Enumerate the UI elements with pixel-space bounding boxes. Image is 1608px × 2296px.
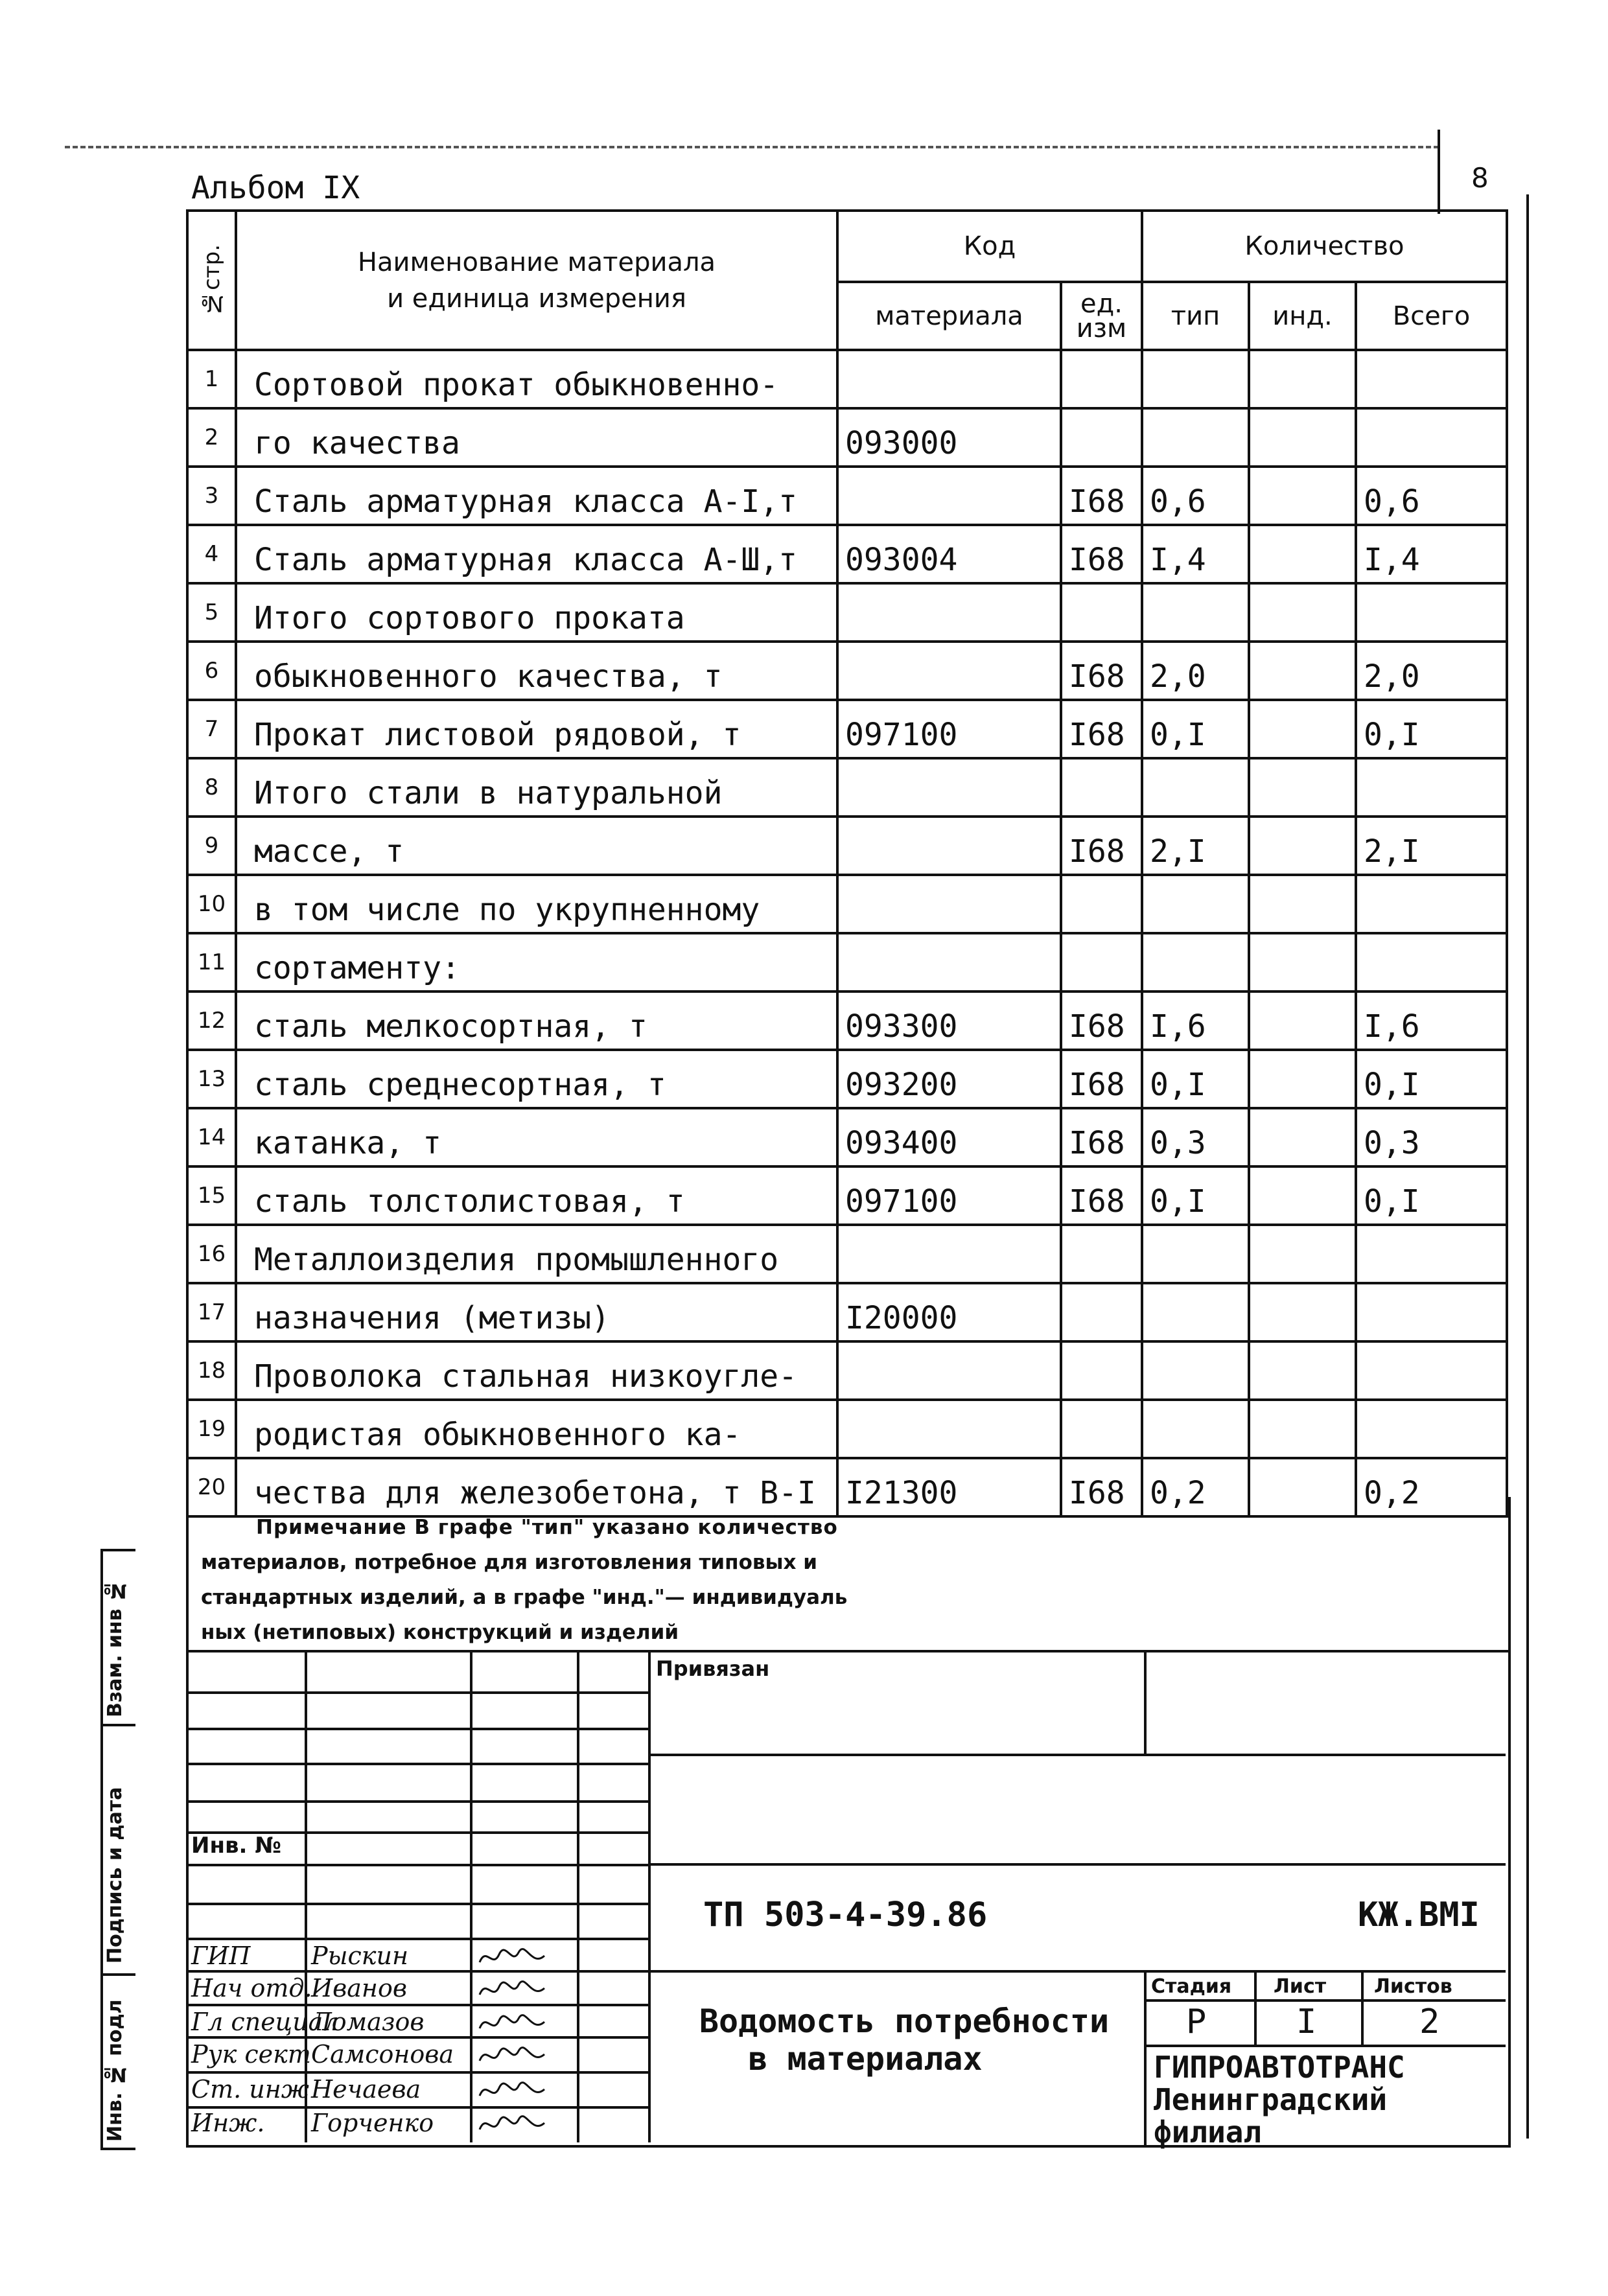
signature-name: Нечаева <box>311 2075 421 2104</box>
unit-code: I68 <box>1061 467 1142 525</box>
material-name: сталь среднесортная, т <box>236 1050 837 1108</box>
sheet-value: I <box>1296 2002 1317 2041</box>
row-number: 5 <box>187 583 236 642</box>
qty-total: 0,I <box>1356 1166 1507 1225</box>
material-name: в том числе по укрупненному <box>236 875 837 933</box>
material-name: Сталь арматурная класса А-I,т <box>236 467 837 525</box>
table-row <box>187 875 1507 933</box>
qty-type <box>1142 408 1249 467</box>
material-code <box>837 1225 1061 1283</box>
signature-role: Ст. инж <box>191 2075 309 2104</box>
quantity-header: Количество <box>1142 211 1507 282</box>
material-code <box>837 933 1061 991</box>
row-number: 11 <box>187 933 236 991</box>
table-row <box>187 467 1507 525</box>
qty-ind <box>1249 1341 1356 1400</box>
org-line-3: филиал <box>1154 2115 1262 2150</box>
table-row <box>187 642 1507 700</box>
qty-total <box>1356 1225 1507 1283</box>
qty-type <box>1142 875 1249 933</box>
qty-total: 2,0 <box>1356 642 1507 700</box>
qty-type <box>1142 1283 1249 1341</box>
material-name: обыкновенного качества, т <box>236 642 837 700</box>
qty-total <box>1356 1400 1507 1458</box>
material-code: 093400 <box>837 1108 1061 1166</box>
podpis-label: Подпись и дата <box>104 1787 126 1964</box>
signature-name: Горченко <box>311 2109 434 2137</box>
stamp-hline-2 <box>186 1728 651 1730</box>
stage-value: Р <box>1186 2002 1207 2041</box>
table-row <box>187 1108 1507 1166</box>
row-number: 6 <box>187 642 236 700</box>
qty-ind <box>1249 817 1356 875</box>
table-row <box>187 1225 1507 1283</box>
qty-total: I,4 <box>1356 525 1507 583</box>
unit-code <box>1061 1400 1142 1458</box>
material-code: 097100 <box>837 1166 1061 1225</box>
row-number: 9 <box>187 817 236 875</box>
table-row <box>187 350 1507 408</box>
signature-name: Иванов <box>311 1974 407 2002</box>
stage-hline-1 <box>1144 1999 1506 2002</box>
unit-code: I68 <box>1061 700 1142 758</box>
org-line-1: ГИПРОАВТОТРАНС <box>1154 2050 1405 2085</box>
qty-total <box>1356 933 1507 991</box>
note-line-3: стандартных изделий, а в графе "инд."— индивидуаль <box>201 1586 848 1609</box>
qty-total <box>1356 350 1507 408</box>
qty-total <box>1356 1341 1507 1400</box>
qty-total: 0,6 <box>1356 467 1507 525</box>
stamp-vline-3 <box>577 1650 579 2142</box>
qty-ind <box>1249 991 1356 1050</box>
table-row <box>187 700 1507 758</box>
material-code <box>837 1400 1061 1458</box>
material-code <box>837 758 1061 817</box>
qty-type: 0,I <box>1142 1050 1249 1108</box>
unit-code <box>1061 1225 1142 1283</box>
qty-type <box>1142 350 1249 408</box>
unit-code <box>1061 1283 1142 1341</box>
material-name: го качества <box>236 408 837 467</box>
qty-total: 0,I <box>1356 1050 1507 1108</box>
row-number: 16 <box>187 1225 236 1283</box>
qty-ind <box>1249 467 1356 525</box>
material-code <box>837 817 1061 875</box>
note-line-4: ных (нетиповых) конструкций и изделий <box>201 1621 679 1644</box>
unit-code <box>1061 933 1142 991</box>
qty-ind <box>1249 1400 1356 1458</box>
qty-type <box>1142 758 1249 817</box>
row-number: 13 <box>187 1050 236 1108</box>
inv-podl-label: Инв. № подл <box>104 1999 126 2142</box>
qty-type: 2,0 <box>1142 642 1249 700</box>
row-number: 20 <box>187 1458 236 1516</box>
doc-title-line-2: в материалах <box>748 2040 983 2078</box>
table-row <box>187 1166 1507 1225</box>
material-name: Сортовой прокат обыкновенно- <box>236 350 837 408</box>
page-number: 8 <box>1471 162 1489 194</box>
privyazan-divider <box>1144 1650 1147 1754</box>
material-name: Итого сортового проката <box>236 583 837 642</box>
table-row <box>187 933 1507 991</box>
material-name: сортаменту: <box>236 933 837 991</box>
qty-ind <box>1249 1225 1356 1283</box>
qty-type: I,6 <box>1142 991 1249 1050</box>
materials-table <box>186 209 1508 1518</box>
qty-ind <box>1249 1108 1356 1166</box>
qty-total <box>1356 1283 1507 1341</box>
signature-name: Ломазов <box>311 2008 425 2036</box>
material-code <box>837 583 1061 642</box>
stamp-hline-8 <box>186 1938 651 1940</box>
qty-ind <box>1249 525 1356 583</box>
qty-type: 2,I <box>1142 817 1249 875</box>
doc-title-line-1: Водомость потребности <box>699 2002 1110 2040</box>
qty-type: 0,6 <box>1142 467 1249 525</box>
material-name: сталь мелкосортная, т <box>236 991 837 1050</box>
total-header: Всего <box>1356 282 1507 350</box>
signature-role: Рук сект <box>191 2040 311 2069</box>
unit-code: I68 <box>1061 991 1142 1050</box>
code-header: Код <box>837 211 1142 282</box>
qty-ind <box>1249 700 1356 758</box>
stamp-hline-10 <box>186 2004 651 2006</box>
row-number: 2 <box>187 408 236 467</box>
stamp-vline-1 <box>305 1650 307 2142</box>
row-number: 15 <box>187 1166 236 1225</box>
right-hline-1 <box>648 1754 1506 1756</box>
table-row <box>187 758 1507 817</box>
unit-code: I68 <box>1061 1050 1142 1108</box>
table-row <box>187 991 1507 1050</box>
stamp-vline-4 <box>648 1650 651 2142</box>
vzam-label: Взам. инв № <box>104 1579 126 1717</box>
row-number-header: №стр. <box>187 211 236 350</box>
material-name: чества для железобетона, т В-I <box>236 1458 837 1516</box>
table-row <box>187 583 1507 642</box>
stamp-hline-1 <box>186 1691 651 1694</box>
qty-total <box>1356 875 1507 933</box>
qty-total <box>1356 408 1507 467</box>
row-number: 17 <box>187 1283 236 1341</box>
table-row <box>187 1400 1507 1458</box>
signature-name: Самсонова <box>311 2040 454 2069</box>
row-number: 7 <box>187 700 236 758</box>
row-number: 4 <box>187 525 236 583</box>
table-row <box>187 1341 1507 1400</box>
stamp-hline-12 <box>186 2071 651 2074</box>
qty-total: 0,3 <box>1356 1108 1507 1166</box>
qty-ind <box>1249 408 1356 467</box>
material-name: назначения (метизы) <box>236 1283 837 1341</box>
material-code: 093200 <box>837 1050 1061 1108</box>
unit-code: I68 <box>1061 817 1142 875</box>
album-label: Альбом IX <box>191 170 360 206</box>
row-number: 3 <box>187 467 236 525</box>
material-name: катанка, т <box>236 1108 837 1166</box>
unit-code <box>1061 875 1142 933</box>
unit-code <box>1061 583 1142 642</box>
material-code <box>837 350 1061 408</box>
material-code: 093000 <box>837 408 1061 467</box>
qty-total: I,6 <box>1356 991 1507 1050</box>
doc-mark: КЖ.ВМI <box>1358 1896 1480 1934</box>
stamp-hline-9 <box>186 1970 651 1973</box>
material-name: родистая обыкновенного ка- <box>236 1400 837 1458</box>
unit-code: I68 <box>1061 642 1142 700</box>
sheet-label: Лист <box>1274 1975 1327 1998</box>
stamp-hline-6 <box>186 1864 651 1866</box>
qty-type: 0,I <box>1142 1166 1249 1225</box>
qty-ind <box>1249 875 1356 933</box>
note-line-2: материалов, потребное для изготовления типовых и <box>201 1551 818 1574</box>
material-name: массе, т <box>236 817 837 875</box>
right-hline-2 <box>648 1863 1506 1866</box>
qty-type <box>1142 1341 1249 1400</box>
material-code <box>837 467 1061 525</box>
material-code: I20000 <box>837 1283 1061 1341</box>
material-name: Проволока стальная низкоугле- <box>236 1341 837 1400</box>
handwritten-signature <box>476 2110 548 2139</box>
unit-header: ед. изм <box>1061 282 1142 350</box>
qty-total <box>1356 758 1507 817</box>
qty-type: 0,2 <box>1142 1458 1249 1516</box>
material-code <box>837 1341 1061 1400</box>
material-name: Металлоизделия промышленного <box>236 1225 837 1283</box>
top-cut-line <box>65 146 1439 148</box>
signature-role: Инж. <box>191 2109 265 2137</box>
material-code <box>837 642 1061 700</box>
qty-ind <box>1249 1050 1356 1108</box>
inv-no-label: Инв. № <box>191 1833 282 1859</box>
qty-type <box>1142 933 1249 991</box>
ind-header: инд. <box>1249 282 1356 350</box>
sheets-label: Листов <box>1374 1975 1452 1998</box>
stage-vline-a <box>1254 1970 1257 2047</box>
stage-block-vline <box>1144 1970 1147 2145</box>
type-header: тип <box>1142 282 1249 350</box>
material-code: 097100 <box>837 700 1061 758</box>
qty-ind <box>1249 1283 1356 1341</box>
row-number: 18 <box>187 1341 236 1400</box>
material-name-header: Наименование материала и единица измерения <box>236 211 837 350</box>
material-code <box>837 875 1061 933</box>
note-line-1: Примечание В графе "тип" указано количество <box>256 1516 838 1539</box>
doc-code: ТП 503-4-39.86 <box>703 1896 988 1934</box>
qty-type <box>1142 1400 1249 1458</box>
stage-label: Стадия <box>1151 1975 1232 1998</box>
qty-type: 0,I <box>1142 700 1249 758</box>
material-code: 093004 <box>837 525 1061 583</box>
qty-ind <box>1249 933 1356 991</box>
table-row <box>187 1050 1507 1108</box>
stamp-hline-4 <box>186 1800 651 1803</box>
handwritten-signature <box>476 2009 548 2037</box>
doc-title <box>697 2002 1112 2078</box>
row-number: 10 <box>187 875 236 933</box>
material-name: сталь толстолистовая, т <box>236 1166 837 1225</box>
unit-code <box>1061 350 1142 408</box>
table-row <box>187 525 1507 583</box>
qty-type <box>1142 1225 1249 1283</box>
row-number: 19 <box>187 1400 236 1458</box>
stamp-hline-3 <box>186 1763 651 1765</box>
qty-ind <box>1249 583 1356 642</box>
row-number: 12 <box>187 991 236 1050</box>
signature-name: Рыскин <box>311 1942 408 1970</box>
unit-code: I68 <box>1061 1108 1142 1166</box>
stamp-hline-11 <box>186 2036 651 2039</box>
right-hline-3 <box>648 1970 1506 1973</box>
organization <box>1154 2051 1405 2148</box>
stamp-hline-7 <box>186 1903 651 1905</box>
handwritten-signature <box>476 2041 548 2070</box>
qty-ind <box>1249 758 1356 817</box>
material-name: Итого стали в натуральной <box>236 758 837 817</box>
qty-ind <box>1249 350 1356 408</box>
unit-code <box>1061 1341 1142 1400</box>
org-line-2: Ленинградский <box>1154 2082 1388 2117</box>
outer-right-frame-line <box>1526 194 1529 2139</box>
material-code-header: материала <box>837 282 1061 350</box>
qty-total: 0,I <box>1356 700 1507 758</box>
note <box>201 1510 847 1650</box>
row-number: 1 <box>187 350 236 408</box>
stage-hline-2 <box>1144 2045 1506 2047</box>
table-row <box>187 408 1507 467</box>
material-name: Сталь арматурная класса А-Ш,т <box>236 525 837 583</box>
stage-vline-b <box>1361 1970 1364 2047</box>
row-number: 8 <box>187 758 236 817</box>
unit-code <box>1061 408 1142 467</box>
qty-type <box>1142 583 1249 642</box>
unit-code: I68 <box>1061 1166 1142 1225</box>
signature-role: Нач отд. <box>191 1974 312 2002</box>
table-row <box>187 1283 1507 1341</box>
handwritten-signature <box>476 2076 548 2105</box>
qty-total <box>1356 583 1507 642</box>
stamp-vline-2 <box>470 1650 472 2142</box>
qty-type: 0,3 <box>1142 1108 1249 1166</box>
table-row <box>187 817 1507 875</box>
unit-code: I68 <box>1061 1458 1142 1516</box>
handwritten-signature <box>476 1975 548 2004</box>
privyazan-label: Привязан <box>656 1656 770 1681</box>
signature-role: Гл специал <box>191 2008 339 2036</box>
unit-code: I68 <box>1061 525 1142 583</box>
qty-total: 2,I <box>1356 817 1507 875</box>
row-number: 14 <box>187 1108 236 1166</box>
signature-role: ГИП <box>191 1942 251 1970</box>
left-strip-divider-2 <box>100 1973 135 1976</box>
material-code: 093300 <box>837 991 1061 1050</box>
qty-ind <box>1249 1166 1356 1225</box>
qty-total: 0,2 <box>1356 1458 1507 1516</box>
sheets-value: 2 <box>1419 2002 1440 2041</box>
qty-ind <box>1249 642 1356 700</box>
unit-code <box>1061 758 1142 817</box>
right-frame-line <box>1438 130 1440 214</box>
material-code: I21300 <box>837 1458 1061 1516</box>
qty-type: I,4 <box>1142 525 1249 583</box>
left-strip-divider-1 <box>100 1724 135 1726</box>
material-name: Прокат листовой рядовой, т <box>236 700 837 758</box>
handwritten-signature <box>476 1943 548 1971</box>
